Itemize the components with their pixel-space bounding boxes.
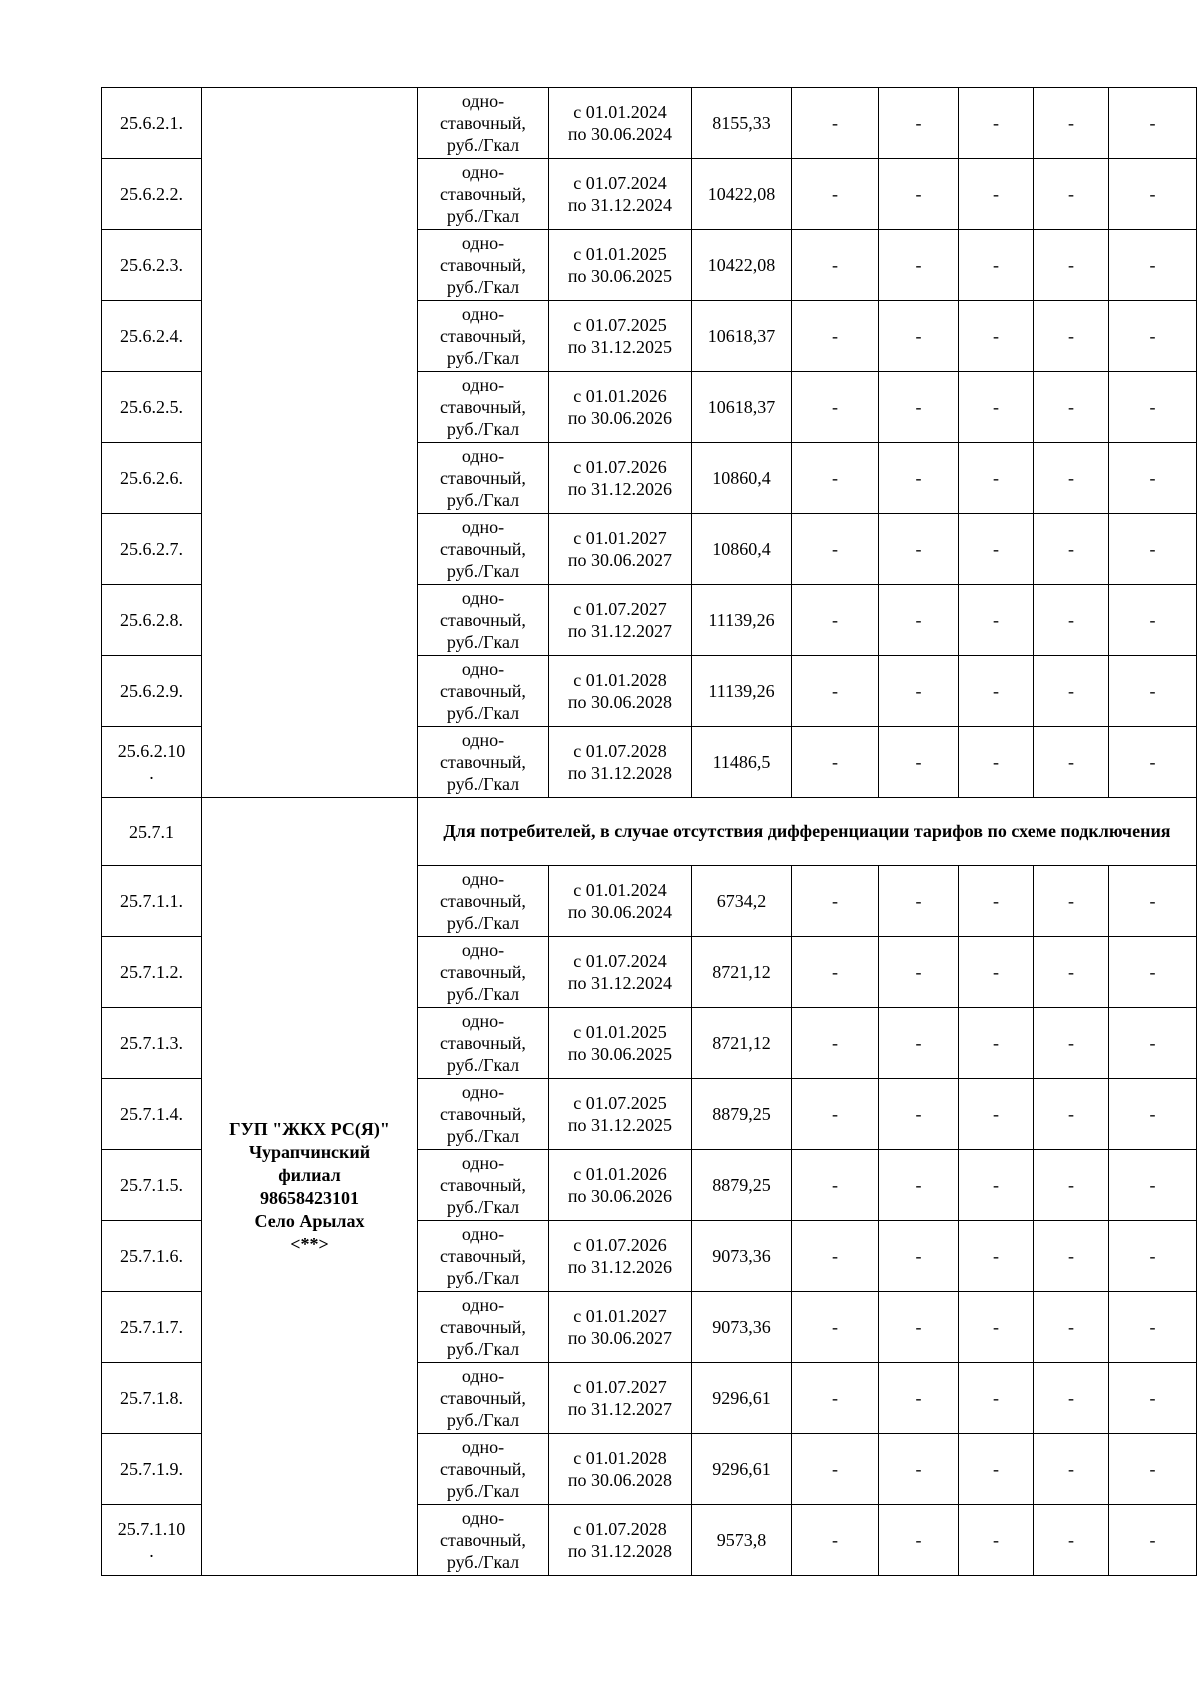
row-code-part: . <box>149 763 154 783</box>
empty-value: - <box>792 937 879 1008</box>
organization-line: ГУП "ЖКХ РС(Я)" <box>229 1118 390 1139</box>
empty-value: - <box>959 1008 1034 1079</box>
tariff-value: 10618,37 <box>692 301 792 372</box>
empty-value: - <box>1109 727 1197 798</box>
empty-value: - <box>1034 514 1109 585</box>
period <box>549 1363 692 1434</box>
tariff-type <box>418 1079 549 1150</box>
empty-value: - <box>792 1008 879 1079</box>
empty-value: - <box>1109 1505 1197 1576</box>
period <box>549 1434 692 1505</box>
tariff-type <box>418 1150 549 1221</box>
empty-value: - <box>1034 372 1109 443</box>
row-code-part: . <box>149 1541 154 1561</box>
organization-cell-empty <box>202 88 418 798</box>
tariff-type-line: руб./Гкал <box>446 984 520 1004</box>
empty-value: - <box>879 1008 959 1079</box>
tariff-type-line: руб./Гкал <box>446 135 520 155</box>
empty-value: - <box>792 1150 879 1221</box>
tariff-value: 8721,12 <box>692 1008 792 1079</box>
tariff-value: 10422,08 <box>692 159 792 230</box>
period-to: по 31.12.2028 <box>567 763 673 783</box>
tariff-type-line: руб./Гкал <box>446 561 520 581</box>
row-code: 25.7.1.4. <box>102 1079 202 1150</box>
tariff-type-line: ставочный, <box>440 1530 526 1550</box>
empty-value: - <box>879 585 959 656</box>
empty-value: - <box>1034 159 1109 230</box>
empty-value: - <box>1109 230 1197 301</box>
tariff-type-line: одно- <box>461 1011 505 1031</box>
empty-value: - <box>1034 866 1109 937</box>
empty-value: - <box>1109 1008 1197 1079</box>
period <box>549 88 692 159</box>
empty-value: - <box>959 1079 1034 1150</box>
empty-value: - <box>1034 443 1109 514</box>
empty-value: - <box>1034 656 1109 727</box>
tariff-table-body <box>102 88 1197 1576</box>
tariff-type <box>418 301 549 372</box>
empty-value: - <box>1109 1434 1197 1505</box>
period-from: с 01.01.2025 <box>573 244 667 264</box>
tariff-type-line: ставочный, <box>440 468 526 488</box>
period-to: по 30.06.2025 <box>567 1044 673 1064</box>
row-code <box>102 727 202 798</box>
tariff-type-line: ставочный, <box>440 255 526 275</box>
empty-value: - <box>792 372 879 443</box>
empty-value: - <box>959 1221 1034 1292</box>
tariff-type-line: одно- <box>461 1366 505 1386</box>
empty-value: - <box>879 88 959 159</box>
organization-line: филиал <box>278 1164 341 1185</box>
row-code: 25.6.2.5. <box>102 372 202 443</box>
empty-value: - <box>1034 1079 1109 1150</box>
tariff-type-line: одно- <box>461 446 505 466</box>
period-to: по 30.06.2024 <box>567 902 673 922</box>
period <box>549 1505 692 1576</box>
tariff-type-line: одно- <box>461 1508 505 1528</box>
period-to: по 30.06.2027 <box>567 550 673 570</box>
tariff-type-line: ставочный, <box>440 1104 526 1124</box>
tariff-type-line: руб./Гкал <box>446 1126 520 1146</box>
tariff-type <box>418 443 549 514</box>
section-code: 25.7.1 <box>102 798 202 866</box>
period-from: с 01.01.2028 <box>573 1448 667 1468</box>
empty-value: - <box>959 159 1034 230</box>
tariff-type-line: руб./Гкал <box>446 277 520 297</box>
tariff-value: 9296,61 <box>692 1434 792 1505</box>
empty-value: - <box>1109 1292 1197 1363</box>
tariff-type-line: руб./Гкал <box>446 1268 520 1288</box>
empty-value: - <box>792 1292 879 1363</box>
empty-value: - <box>879 443 959 514</box>
empty-value: - <box>792 230 879 301</box>
table-row <box>102 88 1197 159</box>
tariff-type-line: ставочный, <box>440 397 526 417</box>
tariff-type-line: ставочный, <box>440 1317 526 1337</box>
tariff-value: 9573,8 <box>692 1505 792 1576</box>
tariff-type <box>418 866 549 937</box>
empty-value: - <box>879 1363 959 1434</box>
tariff-type-line: руб./Гкал <box>446 632 520 652</box>
period-to: по 31.12.2026 <box>567 479 673 499</box>
tariff-type-line: ставочный, <box>440 184 526 204</box>
row-code: 25.6.2.1. <box>102 88 202 159</box>
tariff-type-line: ставочный, <box>440 891 526 911</box>
tariff-type <box>418 1292 549 1363</box>
empty-value: - <box>1109 1079 1197 1150</box>
tariff-type-line: руб./Гкал <box>446 703 520 723</box>
tariff-type <box>418 372 549 443</box>
empty-value: - <box>792 88 879 159</box>
tariff-type-line: руб./Гкал <box>446 913 520 933</box>
period <box>549 159 692 230</box>
empty-value: - <box>959 656 1034 727</box>
tariff-type <box>418 937 549 1008</box>
tariff-type <box>418 585 549 656</box>
empty-value: - <box>959 937 1034 1008</box>
period <box>549 1008 692 1079</box>
tariff-type-line: ставочный, <box>440 1175 526 1195</box>
period-to: по 31.12.2026 <box>567 1257 673 1277</box>
tariff-type-line: одно- <box>461 1224 505 1244</box>
empty-value: - <box>959 585 1034 656</box>
tariff-value: 11139,26 <box>692 585 792 656</box>
period-from: с 01.01.2026 <box>573 1164 667 1184</box>
period-from: с 01.01.2024 <box>573 880 667 900</box>
tariff-type-line: руб./Гкал <box>446 419 520 439</box>
empty-value: - <box>959 1292 1034 1363</box>
tariff-type <box>418 159 549 230</box>
tariff-type <box>418 230 549 301</box>
tariff-type-line: одно- <box>461 304 505 324</box>
empty-value: - <box>1034 1008 1109 1079</box>
empty-value: - <box>1109 585 1197 656</box>
period-to: по 31.12.2025 <box>567 1115 673 1135</box>
period-to: по 31.12.2025 <box>567 337 673 357</box>
empty-value: - <box>1109 514 1197 585</box>
tariff-type-line: ставочный, <box>440 539 526 559</box>
tariff-type <box>418 1221 549 1292</box>
organization-name <box>202 798 418 1576</box>
row-code: 25.7.1.2. <box>102 937 202 1008</box>
tariff-value: 10860,4 <box>692 514 792 585</box>
tariff-type <box>418 1363 549 1434</box>
empty-value: - <box>792 656 879 727</box>
row-code: 25.6.2.3. <box>102 230 202 301</box>
empty-value: - <box>1034 1292 1109 1363</box>
empty-value: - <box>959 230 1034 301</box>
tariff-type-line: ставочный, <box>440 1033 526 1053</box>
empty-value: - <box>959 1505 1034 1576</box>
period-to: по 31.12.2027 <box>567 621 673 641</box>
row-code: 25.7.1.1. <box>102 866 202 937</box>
empty-value: - <box>1034 585 1109 656</box>
tariff-type-line: одно- <box>461 1153 505 1173</box>
empty-value: - <box>792 727 879 798</box>
empty-value: - <box>879 230 959 301</box>
row-code: 25.6.2.6. <box>102 443 202 514</box>
period-to: по 30.06.2028 <box>567 1470 673 1490</box>
period-from: с 01.07.2024 <box>573 951 667 971</box>
empty-value: - <box>792 585 879 656</box>
period <box>549 656 692 727</box>
tariff-value: 9296,61 <box>692 1363 792 1434</box>
empty-value: - <box>959 514 1034 585</box>
empty-value: - <box>1109 937 1197 1008</box>
empty-value: - <box>959 1150 1034 1221</box>
tariff-type-line: ставочный, <box>440 610 526 630</box>
empty-value: - <box>879 937 959 1008</box>
tariff-type <box>418 727 549 798</box>
tariff-type-line: ставочный, <box>440 326 526 346</box>
empty-value: - <box>792 159 879 230</box>
period <box>549 866 692 937</box>
tariff-type-line: одно- <box>461 940 505 960</box>
empty-value: - <box>792 866 879 937</box>
tariff-value: 10618,37 <box>692 372 792 443</box>
empty-value: - <box>879 727 959 798</box>
organization-line: Село Арылах <box>254 1210 365 1231</box>
tariff-type-line: ставочный, <box>440 1246 526 1266</box>
empty-value: - <box>792 301 879 372</box>
period-from: с 01.07.2027 <box>573 599 667 619</box>
empty-value: - <box>1109 443 1197 514</box>
empty-value: - <box>792 514 879 585</box>
empty-value: - <box>1109 866 1197 937</box>
period <box>549 372 692 443</box>
period-from: с 01.01.2025 <box>573 1022 667 1042</box>
period-from: с 01.07.2025 <box>573 1093 667 1113</box>
tariff-value: 8721,12 <box>692 937 792 1008</box>
tariff-type-line: руб./Гкал <box>446 1481 520 1501</box>
period-to: по 31.12.2024 <box>567 973 673 993</box>
empty-value: - <box>879 301 959 372</box>
empty-value: - <box>1034 1150 1109 1221</box>
empty-value: - <box>879 1292 959 1363</box>
row-code: 25.6.2.2. <box>102 159 202 230</box>
tariff-value: 8879,25 <box>692 1150 792 1221</box>
period <box>549 443 692 514</box>
empty-value: - <box>959 866 1034 937</box>
tariff-value: 9073,36 <box>692 1292 792 1363</box>
period-from: с 01.07.2025 <box>573 315 667 335</box>
tariff-value: 6734,2 <box>692 866 792 937</box>
row-code: 25.6.2.7. <box>102 514 202 585</box>
tariff-type-line: одно- <box>461 1082 505 1102</box>
tariff-type-line: руб./Гкал <box>446 206 520 226</box>
empty-value: - <box>792 1434 879 1505</box>
tariff-type-line: руб./Гкал <box>446 774 520 794</box>
period <box>549 937 692 1008</box>
empty-value: - <box>879 514 959 585</box>
row-code: 25.7.1.8. <box>102 1363 202 1434</box>
empty-value: - <box>879 656 959 727</box>
empty-value: - <box>879 1505 959 1576</box>
empty-value: - <box>959 88 1034 159</box>
empty-value: - <box>1109 1150 1197 1221</box>
tariff-type-line: одно- <box>461 162 505 182</box>
empty-value: - <box>1034 88 1109 159</box>
row-code: 25.7.1.7. <box>102 1292 202 1363</box>
empty-value: - <box>1034 937 1109 1008</box>
tariff-value: 11486,5 <box>692 727 792 798</box>
period-to: по 30.06.2025 <box>567 266 673 286</box>
period <box>549 514 692 585</box>
row-code-part: 25.7.1.10 <box>117 1519 186 1539</box>
tariff-type <box>418 656 549 727</box>
tariff-type-line: руб./Гкал <box>446 348 520 368</box>
tariff-type <box>418 1434 549 1505</box>
period-from: с 01.01.2026 <box>573 386 667 406</box>
empty-value: - <box>1109 88 1197 159</box>
tariff-type-line: одно- <box>461 233 505 253</box>
empty-value: - <box>1034 1363 1109 1434</box>
tariff-type-line: руб./Гкал <box>446 1055 520 1075</box>
empty-value: - <box>879 1150 959 1221</box>
period <box>549 230 692 301</box>
empty-value: - <box>1109 372 1197 443</box>
period-to: по 31.12.2028 <box>567 1541 673 1561</box>
empty-value: - <box>1109 656 1197 727</box>
row-code: 25.7.1.5. <box>102 1150 202 1221</box>
tariff-value: 10422,08 <box>692 230 792 301</box>
tariff-type-line: ставочный, <box>440 681 526 701</box>
tariff-type <box>418 1505 549 1576</box>
empty-value: - <box>959 1434 1034 1505</box>
section-header-row <box>102 798 1197 866</box>
row-code: 25.6.2.8. <box>102 585 202 656</box>
empty-value: - <box>959 727 1034 798</box>
tariff-value: 8879,25 <box>692 1079 792 1150</box>
period <box>549 1292 692 1363</box>
tariff-type-line: ставочный, <box>440 1459 526 1479</box>
period <box>549 585 692 656</box>
empty-value: - <box>1109 1363 1197 1434</box>
tariff-type-line: одно- <box>461 730 505 750</box>
empty-value: - <box>1034 301 1109 372</box>
tariff-value: 11139,26 <box>692 656 792 727</box>
empty-value: - <box>1034 230 1109 301</box>
row-code: 25.7.1.6. <box>102 1221 202 1292</box>
tariff-type-line: ставочный, <box>440 1388 526 1408</box>
tariff-type <box>418 88 549 159</box>
empty-value: - <box>879 866 959 937</box>
row-code-part: 25.6.2.10 <box>117 741 186 761</box>
period-to: по 30.06.2024 <box>567 124 673 144</box>
period <box>549 1079 692 1150</box>
period-from: с 01.07.2026 <box>573 457 667 477</box>
empty-value: - <box>1109 301 1197 372</box>
organization-line: <**> <box>290 1233 329 1254</box>
empty-value: - <box>959 301 1034 372</box>
period <box>549 1221 692 1292</box>
empty-value: - <box>792 443 879 514</box>
row-code: 25.7.1.9. <box>102 1434 202 1505</box>
empty-value: - <box>959 443 1034 514</box>
empty-value: - <box>1034 727 1109 798</box>
tariff-type-line: руб./Гкал <box>446 490 520 510</box>
empty-value: - <box>1034 1505 1109 1576</box>
tariff-type-line: руб./Гкал <box>446 1410 520 1430</box>
tariff-type-line: руб./Гкал <box>446 1197 520 1217</box>
period-to: по 30.06.2027 <box>567 1328 673 1348</box>
tariff-type-line: одно- <box>461 1295 505 1315</box>
empty-value: - <box>1109 1221 1197 1292</box>
empty-value: - <box>792 1079 879 1150</box>
period-to: по 30.06.2026 <box>567 408 673 428</box>
period-from: с 01.01.2027 <box>573 528 667 548</box>
tariff-type-line: одно- <box>461 517 505 537</box>
period-to: по 30.06.2028 <box>567 692 673 712</box>
empty-value: - <box>792 1221 879 1292</box>
tariff-type-line: ставочный, <box>440 113 526 133</box>
empty-value: - <box>792 1363 879 1434</box>
period-from: с 01.01.2028 <box>573 670 667 690</box>
empty-value: - <box>959 1363 1034 1434</box>
row-code: 25.6.2.4. <box>102 301 202 372</box>
period-from: с 01.01.2027 <box>573 1306 667 1326</box>
period <box>549 727 692 798</box>
row-code: 25.6.2.9. <box>102 656 202 727</box>
organization-line: 98658423101 <box>260 1187 359 1208</box>
tariff-type-line: ставочный, <box>440 962 526 982</box>
empty-value: - <box>959 372 1034 443</box>
empty-value: - <box>1109 159 1197 230</box>
empty-value: - <box>1034 1221 1109 1292</box>
empty-value: - <box>1034 1434 1109 1505</box>
tariff-type-line: руб./Гкал <box>446 1339 520 1359</box>
period-from: с 01.07.2027 <box>573 1377 667 1397</box>
tariff-value: 10860,4 <box>692 443 792 514</box>
period-from: с 01.07.2028 <box>573 741 667 761</box>
section-title: Для потребителей, в случае отсутствия дифференциации тарифов по схеме подключения <box>418 798 1197 866</box>
period-from: с 01.01.2024 <box>573 102 667 122</box>
empty-value: - <box>792 1505 879 1576</box>
period-from: с 01.07.2028 <box>573 1519 667 1539</box>
tariff-type-line: одно- <box>461 869 505 889</box>
period <box>549 301 692 372</box>
tariff-type-line: одно- <box>461 375 505 395</box>
tariff-type-line: одно- <box>461 1437 505 1457</box>
tariff-type <box>418 1008 549 1079</box>
empty-value: - <box>879 1079 959 1150</box>
tariff-type-line: руб./Гкал <box>446 1552 520 1572</box>
tariff-type <box>418 514 549 585</box>
organization-line: Чурапчинский <box>248 1141 371 1162</box>
row-code: 25.7.1.3. <box>102 1008 202 1079</box>
tariff-type-line: одно- <box>461 588 505 608</box>
empty-value: - <box>879 1434 959 1505</box>
empty-value: - <box>879 1221 959 1292</box>
period-to: по 31.12.2024 <box>567 195 673 215</box>
period <box>549 1150 692 1221</box>
tariff-type-line: ставочный, <box>440 752 526 772</box>
tariff-value: 9073,36 <box>692 1221 792 1292</box>
period-from: с 01.07.2026 <box>573 1235 667 1255</box>
row-code <box>102 1505 202 1576</box>
empty-value: - <box>879 372 959 443</box>
period-to: по 30.06.2026 <box>567 1186 673 1206</box>
tariff-table <box>101 87 1197 1576</box>
tariff-type-line: одно- <box>461 659 505 679</box>
period-from: с 01.07.2024 <box>573 173 667 193</box>
tariff-type-line: одно- <box>461 91 505 111</box>
tariff-value: 8155,33 <box>692 88 792 159</box>
period-to: по 31.12.2027 <box>567 1399 673 1419</box>
empty-value: - <box>879 159 959 230</box>
